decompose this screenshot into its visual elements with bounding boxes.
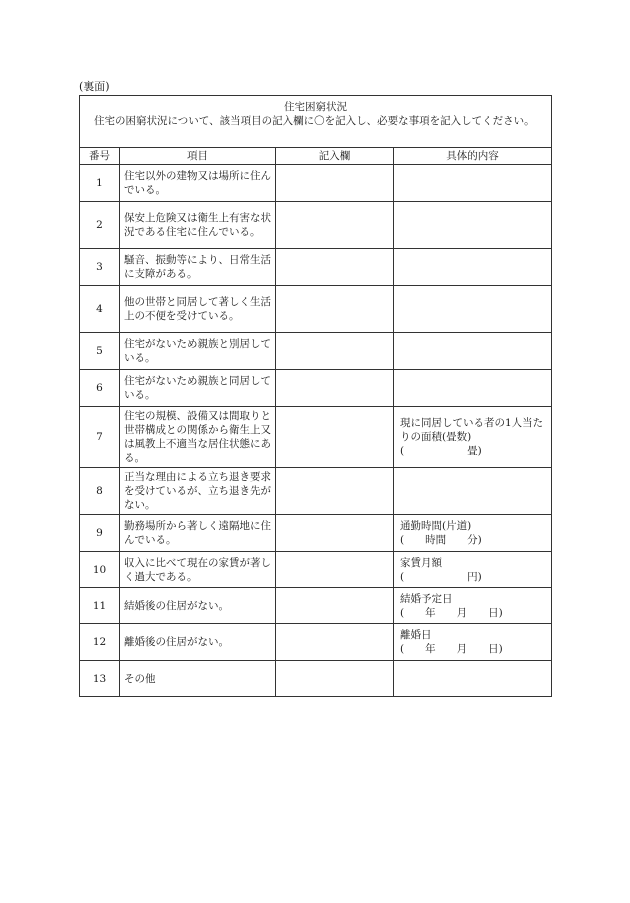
- table-row: [80, 661, 552, 697]
- row-entry-cell[interactable]: [276, 515, 394, 552]
- housing-hardship-table: [79, 95, 552, 697]
- row-item: 住宅の規模、設備又は間取りと世帯構成との関係から衛生上又は風教上不適当な居住状態にある。: [120, 407, 276, 468]
- header-row: [80, 148, 552, 165]
- row-detail-cell[interactable]: [394, 286, 552, 333]
- table-row: [80, 515, 552, 552]
- row-detail-cell[interactable]: 通勤時間(片道) ( 時間 分): [394, 515, 552, 552]
- form-title: 住宅困窮状況: [284, 101, 347, 113]
- table-row: [80, 333, 552, 370]
- row-item: 住宅がないため親族と同居している。: [120, 370, 276, 407]
- row-detail-cell[interactable]: 現に同居している者の1人当たりの面積(畳数) ( 畳): [394, 407, 552, 468]
- table-row: [80, 624, 552, 661]
- row-item: 騒音、振動等により、日常生活に支障がある。: [120, 249, 276, 286]
- row-entry-cell[interactable]: [276, 588, 394, 624]
- row-item: 離婚後の住居がない。: [120, 624, 276, 661]
- page-side-label: (裏面): [79, 80, 110, 93]
- row-item: 保安上危険又は衛生上有害な状況である住宅に住んでいる。: [120, 202, 276, 249]
- row-number: 3: [80, 249, 120, 286]
- row-detail-cell[interactable]: 離婚日 ( 年 月 日): [394, 624, 552, 661]
- row-number: 5: [80, 333, 120, 370]
- header-item: 項目: [120, 148, 276, 165]
- row-detail-cell[interactable]: [394, 249, 552, 286]
- row-number: 11: [80, 588, 120, 624]
- row-detail-cell[interactable]: 結婚予定日 ( 年 月 日): [394, 588, 552, 624]
- table-row: [80, 249, 552, 286]
- title-cell: [80, 96, 552, 148]
- form-instruction: 住宅の困窮状況について、該当項目の記入欄に〇を記入し、必要な事項を記入してください。: [94, 115, 535, 127]
- row-number: 1: [80, 165, 120, 202]
- row-entry-cell[interactable]: [276, 165, 394, 202]
- table-row: [80, 552, 552, 588]
- table-row: [80, 165, 552, 202]
- row-number: 4: [80, 286, 120, 333]
- row-entry-cell[interactable]: [276, 202, 394, 249]
- row-entry-cell[interactable]: [276, 468, 394, 515]
- header-number: 番号: [80, 148, 120, 165]
- row-detail-cell[interactable]: [394, 468, 552, 515]
- row-entry-cell[interactable]: [276, 333, 394, 370]
- row-item: 結婚後の住居がない。: [120, 588, 276, 624]
- row-number: 8: [80, 468, 120, 515]
- row-item: 勤務場所から著しく遠隔地に住んでいる。: [120, 515, 276, 552]
- row-entry-cell[interactable]: [276, 407, 394, 468]
- row-detail-cell[interactable]: [394, 333, 552, 370]
- row-number: 12: [80, 624, 120, 661]
- row-item: 正当な理由による立ち退き要求を受けているが、立ち退き先がない。: [120, 468, 276, 515]
- table-row: [80, 370, 552, 407]
- row-number: 7: [80, 407, 120, 468]
- table-row: [80, 588, 552, 624]
- row-detail-cell[interactable]: [394, 661, 552, 697]
- row-item: その他: [120, 661, 276, 697]
- row-number: 6: [80, 370, 120, 407]
- row-entry-cell[interactable]: [276, 249, 394, 286]
- row-entry-cell[interactable]: [276, 286, 394, 333]
- row-number: 9: [80, 515, 120, 552]
- row-item: 他の世帯と同居して著しく生活上の不便を受けている。: [120, 286, 276, 333]
- row-detail-cell[interactable]: [394, 370, 552, 407]
- table-row: [80, 468, 552, 515]
- row-item: 住宅以外の建物又は場所に住んでいる。: [120, 165, 276, 202]
- row-detail-cell[interactable]: [394, 202, 552, 249]
- table-row: [80, 407, 552, 468]
- row-entry-cell[interactable]: [276, 370, 394, 407]
- table-row: [80, 202, 552, 249]
- row-entry-cell[interactable]: [276, 661, 394, 697]
- row-entry-cell[interactable]: [276, 552, 394, 588]
- table-row: [80, 286, 552, 333]
- row-detail-cell[interactable]: [394, 165, 552, 202]
- row-entry-cell[interactable]: [276, 624, 394, 661]
- row-number: 13: [80, 661, 120, 697]
- header-entry: 記入欄: [276, 148, 394, 165]
- row-number: 2: [80, 202, 120, 249]
- header-detail: 具体的内容: [394, 148, 552, 165]
- row-detail-cell[interactable]: 家賃月額 ( 円): [394, 552, 552, 588]
- row-number: 10: [80, 552, 120, 588]
- row-item: 住宅がないため親族と別居している。: [120, 333, 276, 370]
- row-item: 収入に比べて現在の家賃が著しく過大である。: [120, 552, 276, 588]
